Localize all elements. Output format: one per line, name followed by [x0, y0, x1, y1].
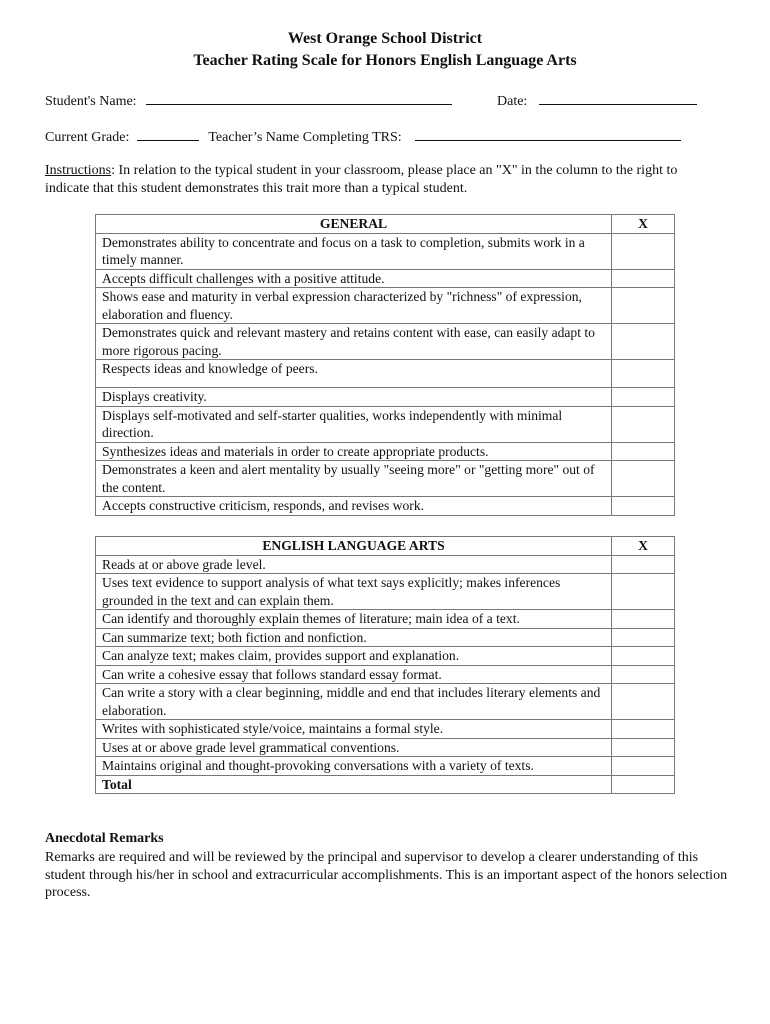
- ela-x-heading: X: [612, 537, 675, 556]
- total-label: Total: [96, 775, 612, 794]
- table-row: [96, 665, 675, 684]
- table-row: [96, 388, 675, 407]
- criterion-text: Writes with sophisticated style/voice, maintains a formal style.: [96, 720, 612, 739]
- table-row: [96, 233, 675, 269]
- mark-cell[interactable]: [612, 324, 675, 360]
- table-row: [96, 360, 675, 388]
- table-row: [96, 324, 675, 360]
- grade-row: [45, 128, 681, 146]
- date-field[interactable]: [539, 92, 697, 105]
- general-header-row: [96, 215, 675, 234]
- instructions: [45, 162, 725, 197]
- mark-cell[interactable]: [612, 233, 675, 269]
- criterion-text: Can write a cohesive essay that follows standard essay format.: [96, 665, 612, 684]
- criterion-text: Displays self-motivated and self-starter qualities, works independently with minimal direction.: [96, 406, 612, 442]
- mark-cell[interactable]: [612, 628, 675, 647]
- criterion-text: Shows ease and maturity in verbal expression characterized by "richness" of expression, elaboration and fluency.: [96, 288, 612, 324]
- table-row: [96, 757, 675, 776]
- teacher-label: Teacher’s Name Completing TRS:: [208, 130, 402, 145]
- criterion-text: Respects ideas and knowledge of peers.: [96, 360, 612, 388]
- table-row: [96, 720, 675, 739]
- student-name-label: Student's Name:: [45, 94, 137, 109]
- ela-table: [95, 536, 675, 794]
- criterion-text: Maintains original and thought-provoking conversations with a variety of texts.: [96, 757, 612, 776]
- criterion-text: Accepts difficult challenges with a positive attitude.: [96, 269, 612, 288]
- table-row: [96, 461, 675, 497]
- general-x-heading: X: [612, 215, 675, 234]
- instructions-label: Instructions: [45, 163, 112, 178]
- mark-cell[interactable]: [612, 461, 675, 497]
- criterion-text: Demonstrates quick and relevant mastery and retains content with ease, can easily adapt to more rigorous pacing.: [96, 324, 612, 360]
- table-row: [96, 497, 675, 516]
- mark-cell[interactable]: [612, 720, 675, 739]
- remarks-heading: Anecdotal Remarks: [45, 831, 164, 846]
- student-name-row: [45, 92, 452, 110]
- criterion-text: Demonstrates ability to concentrate and focus on a task to completion, submits work in a timely manner.: [96, 233, 612, 269]
- grade-label: Current Grade:: [45, 130, 130, 145]
- table-row: [96, 628, 675, 647]
- total-cell[interactable]: [612, 775, 675, 794]
- criterion-text: Displays creativity.: [96, 388, 612, 407]
- criterion-text: Demonstrates a keen and alert mentality by usually "seeing more" or "getting more" out of the content.: [96, 461, 612, 497]
- instructions-text: : In relation to the typical student in your classroom, please place an "X" in the column to the right to indicate that this student demonstrates this trait more than a typical student.: [45, 163, 678, 196]
- criterion-text: Reads at or above grade level.: [96, 555, 612, 574]
- mark-cell[interactable]: [612, 442, 675, 461]
- table-row: [96, 610, 675, 629]
- criterion-text: Accepts constructive criticism, responds, and revises work.: [96, 497, 612, 516]
- table-row: [96, 647, 675, 666]
- mark-cell[interactable]: [612, 555, 675, 574]
- mark-cell[interactable]: [612, 574, 675, 610]
- date-row: [497, 92, 697, 110]
- table-row: [96, 555, 675, 574]
- mark-cell[interactable]: [612, 269, 675, 288]
- mark-cell[interactable]: [612, 288, 675, 324]
- mark-cell[interactable]: [612, 665, 675, 684]
- general-table: [95, 214, 675, 516]
- student-name-field[interactable]: [146, 92, 452, 105]
- criterion-text: Can summarize text; both fiction and nonfiction.: [96, 628, 612, 647]
- criterion-text: Can write a story with a clear beginning, middle and end that includes literary elements and elaboration.: [96, 684, 612, 720]
- criterion-text: Uses at or above grade level grammatical conventions.: [96, 738, 612, 757]
- criterion-text: Uses text evidence to support analysis of what text says explicitly; makes inferences grounded in the text and can explain them.: [96, 574, 612, 610]
- table-row: [96, 269, 675, 288]
- form-title: Teacher Rating Scale for Honors English Language Arts: [193, 52, 577, 69]
- mark-cell[interactable]: [612, 360, 675, 388]
- grade-field[interactable]: [137, 128, 199, 141]
- criterion-text: Synthesizes ideas and materials in order to create appropriate products.: [96, 442, 612, 461]
- table-row: [96, 738, 675, 757]
- date-label: Date:: [497, 94, 528, 109]
- table-row: [96, 574, 675, 610]
- district-title: West Orange School District: [287, 30, 483, 47]
- mark-cell[interactable]: [612, 647, 675, 666]
- mark-cell[interactable]: [612, 388, 675, 407]
- teacher-name-field[interactable]: [415, 128, 681, 141]
- remarks-text: Remarks are required and will be reviewed by the principal and supervisor to develop a clearer understanding of this student through his/her in school and extracurricular accomplishments. This is an important aspect of the honors selection process.: [45, 850, 728, 900]
- ela-header-row: [96, 537, 675, 556]
- mark-cell[interactable]: [612, 406, 675, 442]
- mark-cell[interactable]: [612, 610, 675, 629]
- mark-cell[interactable]: [612, 757, 675, 776]
- total-row: [96, 775, 675, 794]
- general-heading: GENERAL: [96, 215, 612, 234]
- criterion-text: Can analyze text; makes claim, provides support and explanation.: [96, 647, 612, 666]
- criterion-text: Can identify and thoroughly explain themes of literature; main idea of a text.: [96, 610, 612, 629]
- mark-cell[interactable]: [612, 497, 675, 516]
- table-row: [96, 288, 675, 324]
- table-row: [96, 406, 675, 442]
- mark-cell[interactable]: [612, 684, 675, 720]
- mark-cell[interactable]: [612, 738, 675, 757]
- table-row: [96, 442, 675, 461]
- ela-heading: ENGLISH LANGUAGE ARTS: [96, 537, 612, 556]
- table-row: [96, 684, 675, 720]
